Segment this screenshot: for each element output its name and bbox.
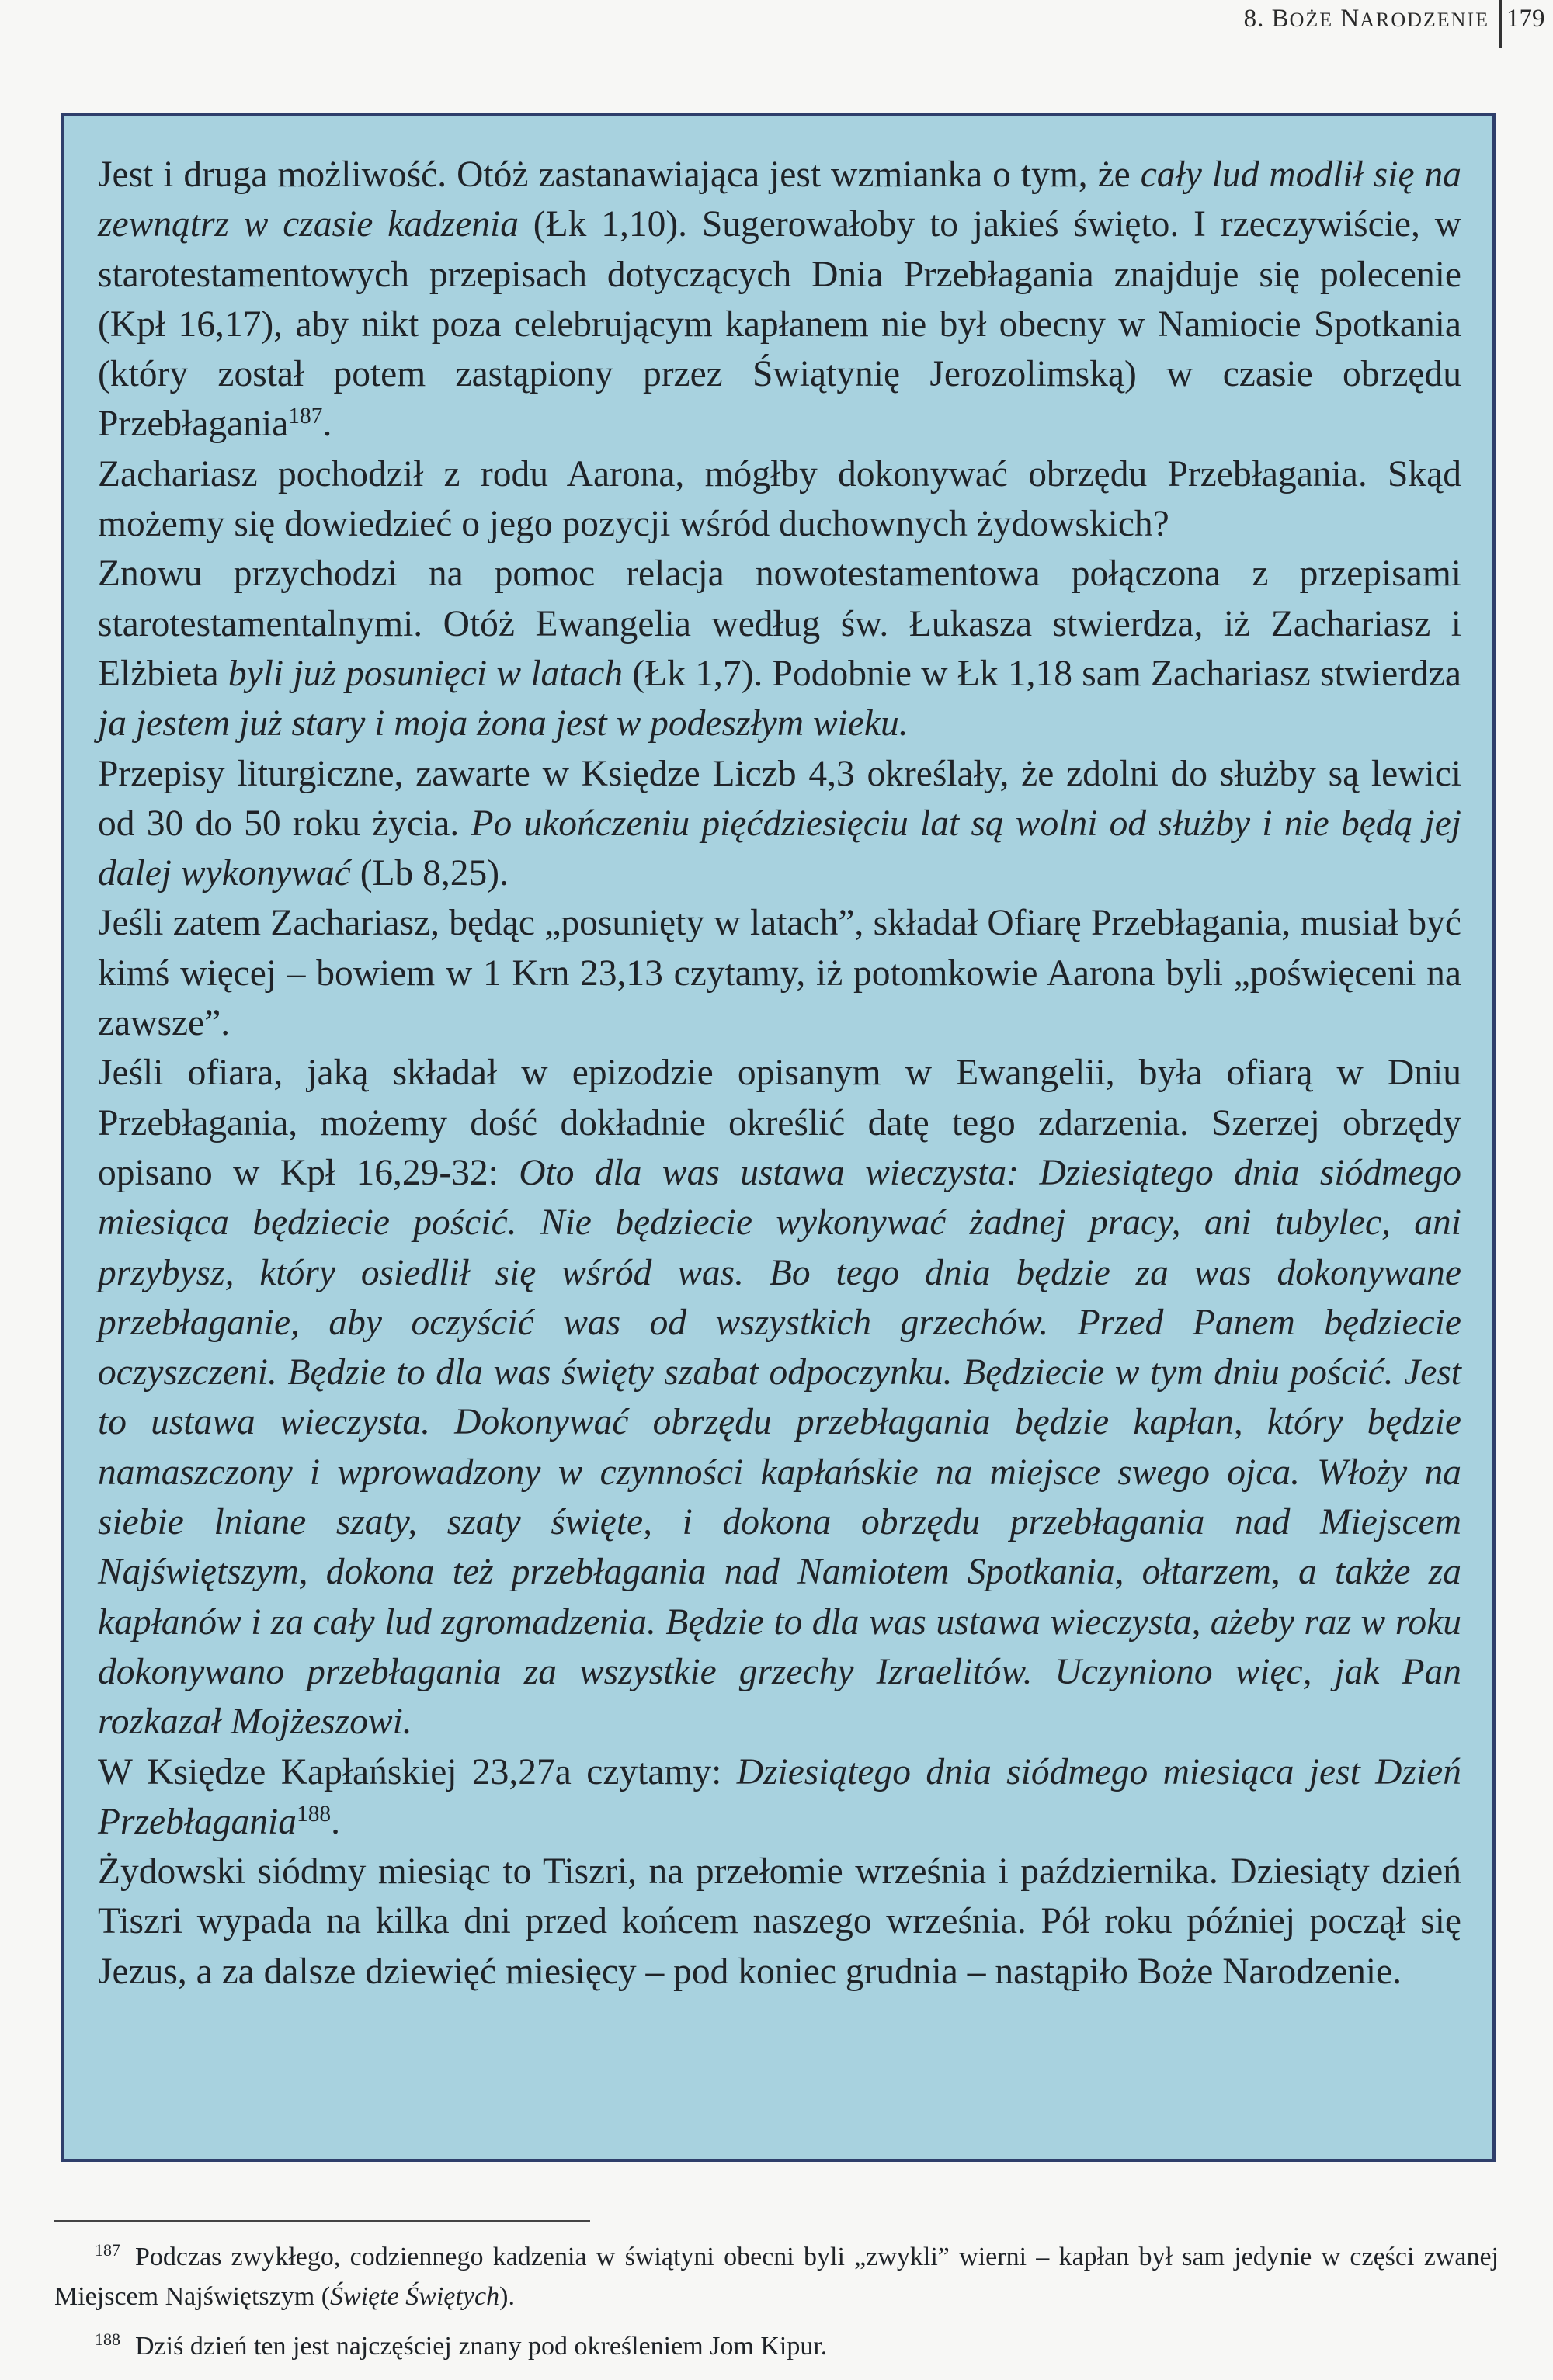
paragraph-1: Jest i druga możliwość. Otóż zastanawiająca jest wzmianka o tym, że cały lud modlił się na zewnątrz w czasie kadzenia (Łk 1,10). Sugerowałoby to jakieś święto. I rzeczywiście, w starotestamentowych przepisach dotyczących Dnia Przebłagania znajduje się polecenie (Kpł 16,17), aby nikt poza celebrującym kapłanem nie był obecny w Namiocie Spotkania (który został potem zastąpiony przez Świątynię Jerozolimską) w czasie obrzędu Przebłagania$^{187}$. — [98, 154, 1461, 445]
footnote-mark: 188 — [95, 2330, 120, 2349]
footnote-188: 188 Dziś dzień ten jest najczęściej znany pod określeniem Jom Kipur. — [54, 2328, 1499, 2368]
paragraph-4: Przepisy liturgiczne, zawarte w Księdze Liczb 4,3 określały, że zdolni do służby są lewici od 30 do 50 roku życia. Po ukończeniu pięćdziesięciu lat są wolni od służby i nie będą jej dalej wykonywać (Lb 8,25). — [98, 753, 1462, 894]
header-divider — [1499, 0, 1502, 48]
footnote-ref-187[interactable]: 187 — [288, 404, 323, 429]
paragraph-6: Jeśli ofiara, jaką składał w epizodzie opisanym w Ewangelii, była ofiarą w Dniu Przebłagania, możemy dość dokładnie określić datę tego zdarzenia. Szerzej obrzędy opisano w Kpł 16,29-32: Oto dla was ustawa wieczysta: Dziesiątego dnia siódmego miesiąca będziecie pościć. Nie będziecie wykonywać żadnej pracy, ani tubylec, ani przybysz, który osiedlił się wśród was. Bo tego dnia będzie za was dokonywane przebłaganie, aby oczyścić was od wszystkich grzechów. Przed Panem będziecie oczyszczeni. Będzie to dla was święty szabat odpoczynku. Będziecie w tym dniu pościć. Jest to ustawa wieczysta. Dokonywać obrzędu przebłagania będzie kapłan, który będzie namaszczony i wprowadzony w czynności kapłańskie na miejsce swego ojca. Włoży na siebie lniane szaty, szaty święte, i dokona obrzędu przebłagania nad Miejscem Najświętszym, dokona też przebłagania nad Namiotem Spotkania, ołtarzem, a także za kapłanów i za cały lud zgromadzenia. Będzie to dla was ustawa wieczysta, ażeby raz w roku dokonywano przebłagania za wszystkie grzechy Izraelitów. Uczyniono więc, jak Pan rozkazał Mojżeszowi. — [98, 1053, 1461, 1743]
highlight-box — [61, 113, 1496, 2162]
page-number: 179 — [1506, 5, 1545, 33]
paragraph-8: Żydowski siódmy miesiąc to Tiszri, na przełomie września i października. Dziesiąty dzień Tiszri wypada na kilka dni przed końcem naszego września. Pół roku później począł się Jezus, a za dalsze dziewięć miesięcy – pod koniec grudnia – nastąpiło Boże Narodzenie. — [98, 1851, 1461, 1992]
paragraph-2: Zachariasz pochodził z rodu Aarona, mógłby dokonywać obrzędu Przebłagania. Skąd możemy się dowiedzieć o jego pozycji wśród duchownych żydowskich? — [98, 453, 1461, 545]
running-head — [0, 0, 1553, 48]
footnote-divider — [54, 2220, 590, 2222]
footnotes — [54, 2220, 1499, 2380]
chapter-title: 8. BOŻE NARODZENIE — [1243, 5, 1489, 33]
footnote-187: 187 Podczas zwykłego, codziennego kadzenia w świątyni obecni byli „zwykli” wierni – kapłan był sam jedynie w części zwanej Miejscem Najświętszym (Święte Świętych). — [54, 2239, 1499, 2316]
paragraph-5: Jeśli zatem Zachariasz, będąc „posunięty w latach”, składał Ofiarę Przebłagania, musiał być kimś więcej – bowiem w 1 Krn 23,13 czytamy, iż potomkowie Aarona byli „poświęceni na zawsze”. — [98, 903, 1461, 1044]
paragraph-3: Znowu przychodzi na pomoc relacja nowotestamentowa połączona z przepisami starotestamentalnymi. Otóż Ewangelia według św. Łukasza stwierdza, iż Zachariasz i Elżbieta byli już posunięci w latach (Łk 1,7). Podobnie w Łk 1,18 sam Zachariasz stwierdza ja jestem już stary i moja żona jest w podeszłym wieku. — [98, 553, 1461, 744]
footnote-ref-188[interactable]: 188 — [296, 1801, 332, 1827]
footnote-mark: 187 — [95, 2240, 120, 2260]
paragraph-7: W Księdze Kapłańskiej 23,27a czytamy: Dziesiątego dnia siódmego miesiąca jest Dzień Przebłagania$^{188}$. — [98, 1751, 1461, 1842]
